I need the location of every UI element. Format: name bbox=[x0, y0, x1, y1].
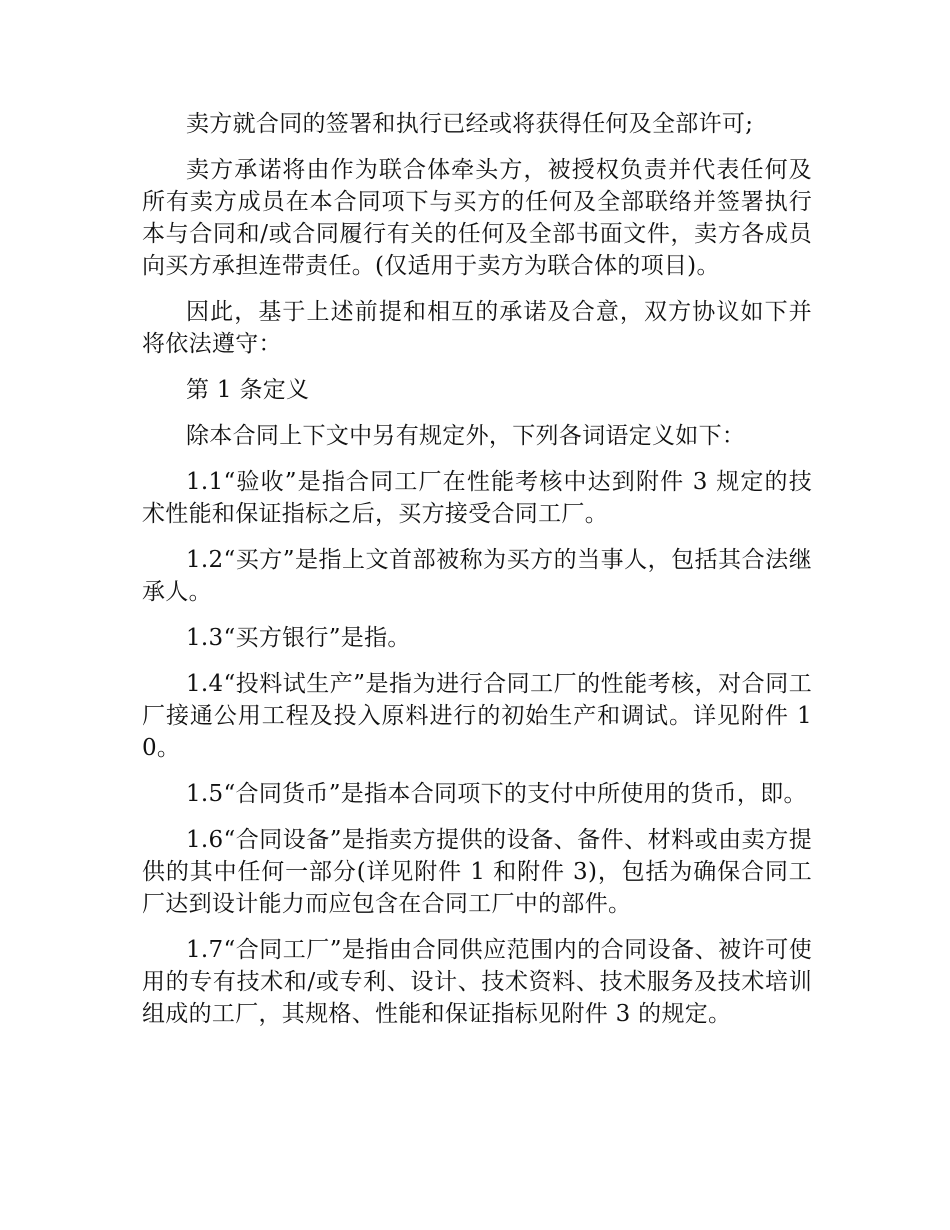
definition-1-5: 1.5“合同货币”是指本合同项下的支付中所使用的货币，即。 bbox=[186, 781, 807, 807]
section-heading-definitions: 第 1 条定义 bbox=[186, 377, 310, 403]
paragraph-agreement: 因此，基于上述前提和相互的承诺及合意，双方协议如下并将依法遵守： bbox=[142, 299, 812, 357]
document-page bbox=[142, 108, 812, 1044]
definition-1-4: 1.4“投料试生产”是指为进行合同工厂的性能考核，对合同工厂接通公用工程及投入原料进行的初始生产和调试。详见附件 10。 bbox=[142, 671, 812, 761]
definition-1-3: 1.3“买方银行”是指。 bbox=[186, 625, 411, 651]
definition-1-6: 1.6“合同设备”是指卖方提供的设备、备件、材料或由卖方提供的其中任何一部分(详见附件 1 和附件 3)，包括为确保合同工厂达到设计能力而应包含在合同工厂中的部件。 bbox=[142, 827, 812, 917]
paragraph-permits: 卖方就合同的签署和执行已经或将获得任何及全部许可; bbox=[186, 111, 754, 137]
definition-1-7: 1.7“合同工厂”是指由合同供应范围内的合同设备、被许可使用的专有技术和/或专利、设计、技术资料、技术服务及技术培训组成的工厂，其规格、性能和保证指标见附件 3 的规定。 bbox=[142, 937, 812, 1027]
definition-1-1: 1.1“验收”是指合同工厂在性能考核中达到附件 3 规定的技术性能和保证指标之后，买方接受合同工厂。 bbox=[142, 469, 812, 527]
paragraph-consortium-lead: 卖方承诺将由作为联合体牵头方，被授权负责并代表任何及所有卖方成员在本合同项下与买方的任何及全部联络并签署执行本与合同和/或合同履行有关的任何及全部书面文件，卖方各成员向买方承担连带责任。(仅适用于卖方为联合体的项目)。 bbox=[142, 157, 812, 279]
paragraph-definitions-intro: 除本合同上下文中另有规定外，下列各词语定义如下： bbox=[186, 423, 746, 449]
definition-1-2: 1.2“买方”是指上文首部被称为买方的当事人，包括其合法继承人。 bbox=[142, 547, 812, 605]
